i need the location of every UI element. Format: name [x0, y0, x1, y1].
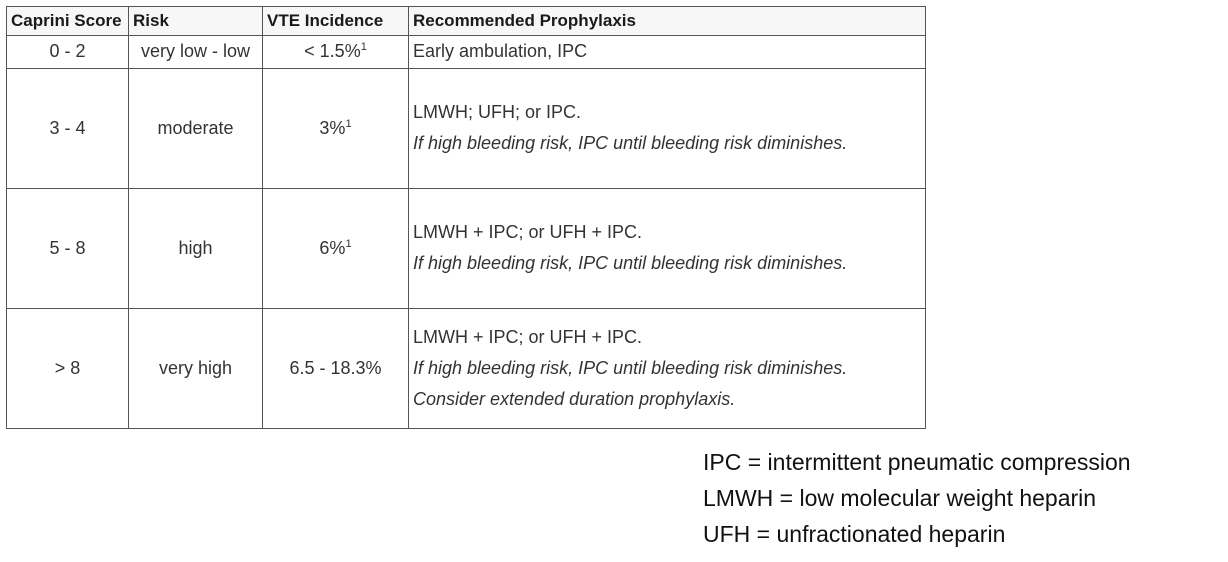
- incidence-cell: [263, 188, 409, 308]
- table-row: [7, 308, 926, 428]
- score-cell: 5 - 8: [7, 188, 129, 308]
- prophylaxis-cell: [409, 68, 926, 188]
- prophylaxis-cell: [409, 36, 926, 69]
- prophylaxis-note: If high bleeding risk, IPC until bleeding risk diminishes.: [413, 133, 848, 154]
- prophylaxis-line: LMWH + IPC; or UFH + IPC.: [413, 222, 643, 243]
- risk-cell: very high: [129, 308, 263, 428]
- risk-cell: moderate: [129, 68, 263, 188]
- risk-cell: high: [129, 188, 263, 308]
- incidence-footnote: 1: [360, 41, 367, 54]
- prophylaxis-line: LMWH + IPC; or UFH + IPC.: [413, 326, 643, 347]
- table-header-row: [7, 7, 926, 36]
- legend-item-ipc: IPC = intermittent pneumatic compression: [703, 449, 1131, 475]
- prophylaxis-cell: [409, 308, 926, 428]
- incidence-value: < 1.5%: [304, 41, 361, 62]
- header-vte-incidence: VTE Incidence: [263, 7, 409, 36]
- prophylaxis-cell: [409, 188, 926, 308]
- score-cell: > 8: [7, 308, 129, 428]
- incidence-cell: [263, 308, 409, 428]
- header-risk: Risk: [129, 7, 263, 36]
- prophylaxis-line: LMWH; UFH; or IPC.: [413, 102, 582, 123]
- risk-cell: very low - low: [129, 36, 263, 69]
- legend-item-lmwh: LMWH = low molecular weight heparin: [703, 485, 1097, 511]
- prophylaxis-note: If high bleeding risk, IPC until bleeding risk diminishes.: [413, 253, 848, 274]
- incidence-value: 6.5 - 18.3%: [289, 357, 382, 378]
- legend-item-ufh: UFH = unfractionated heparin: [703, 521, 1006, 547]
- incidence-value: 3%: [319, 117, 346, 138]
- incidence-cell: [263, 68, 409, 188]
- prophylaxis-note: Consider extended duration prophylaxis.: [413, 388, 736, 409]
- incidence-cell: [263, 36, 409, 69]
- abbreviation-legend: [703, 444, 1131, 552]
- table-row: [7, 36, 926, 69]
- header-caprini-score: Caprini Score: [7, 7, 129, 36]
- prophylaxis-line: Early ambulation, IPC: [413, 41, 588, 62]
- score-cell: 3 - 4: [7, 68, 129, 188]
- table-row: [7, 188, 926, 308]
- incidence-footnote: 1: [345, 237, 352, 250]
- incidence-footnote: 1: [345, 117, 352, 130]
- caprini-table: [6, 6, 926, 429]
- table-row: [7, 68, 926, 188]
- score-cell: 0 - 2: [7, 36, 129, 69]
- incidence-value: 6%: [319, 237, 346, 258]
- header-recommended-prophylaxis: Recommended Prophylaxis: [409, 7, 926, 36]
- prophylaxis-note: If high bleeding risk, IPC until bleeding risk diminishes.: [413, 357, 848, 378]
